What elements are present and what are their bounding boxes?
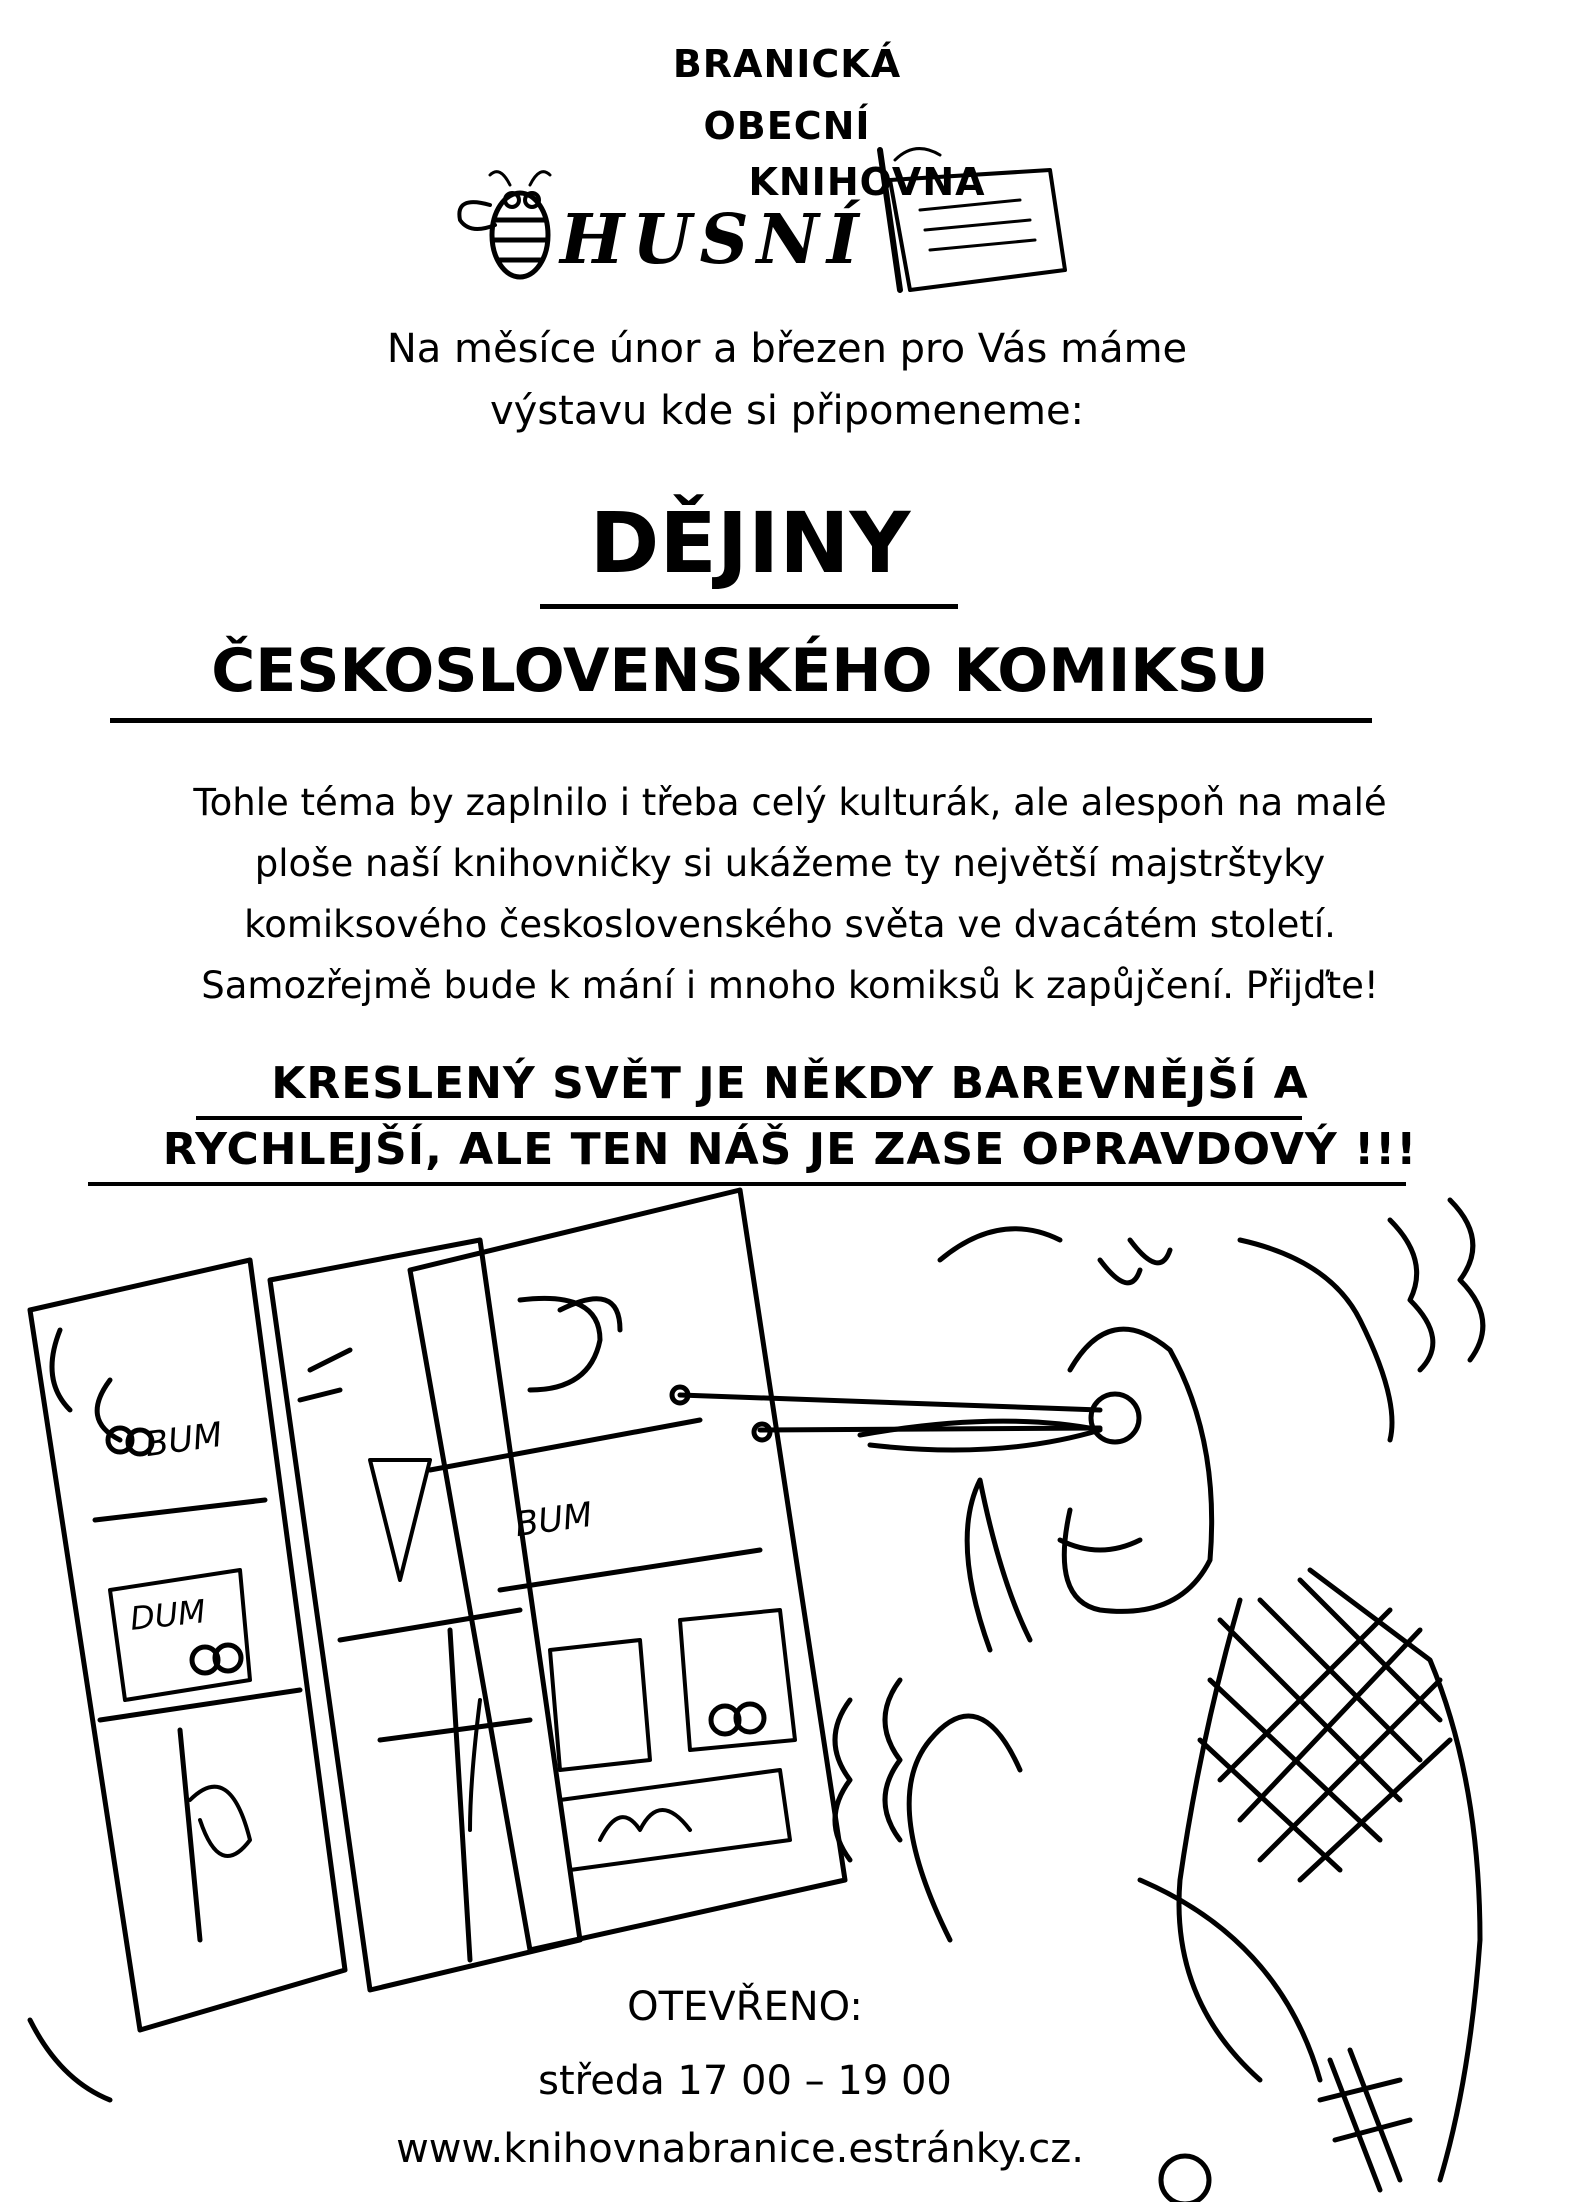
body-paragraph xyxy=(70,772,1510,1016)
intro-line-2: výstavu kde si připomeneme: xyxy=(489,388,1085,434)
logo-line-branicka: BRANICKÁ xyxy=(672,42,902,86)
body-line-3: komiksového československého světa ve dvacátém století. xyxy=(244,903,1336,946)
gaze-speed-lines xyxy=(672,1387,1100,1450)
slogan-line-1-underline xyxy=(196,1116,1302,1120)
headline-subtitle: ČESKOSLOVENSKÉHO KOMIKSU xyxy=(211,636,1269,706)
logo-handwritten-word: HUSNÍ xyxy=(560,200,867,280)
slogan-line-2: RYCHLEJŠÍ, ALE TEN NÁŠ JE ZASE OPRAVDOVÝ !!! xyxy=(162,1124,1418,1175)
comic-page-back xyxy=(30,1260,345,2030)
body-line-4: Samozřejmě bude k mání i mnoho komiksů k zapůjčení. Přijďte! xyxy=(201,964,1379,1007)
comic-sfx-1: BUM xyxy=(142,1414,225,1466)
headline-title-underline xyxy=(540,604,958,609)
headline-subtitle-underline xyxy=(110,718,1372,723)
headline-title: DĚJINY xyxy=(589,494,911,592)
intro-line-1: Na měsíce únor a březen pro Vás máme xyxy=(386,326,1188,372)
body-line-1: Tohle téma by zaplnilo i třeba celý kulturák, ale alespoň na malé xyxy=(193,781,1387,824)
comic-illustration xyxy=(0,1180,1574,2200)
book-pages-logo-icon xyxy=(880,140,1080,300)
comic-page-front xyxy=(410,1190,845,1950)
website-link[interactable]: www.knihovnabranice.estránky.cz. xyxy=(396,2126,1084,2172)
comic-sfx-2: DUM xyxy=(128,1592,208,1638)
logo-line-knihovna: KNIHOVNA xyxy=(748,160,986,204)
comic-sfx-3: BUM xyxy=(512,1494,595,1546)
body-line-2: ploše naší knihovničky si ukážeme ty největší majstrštyky xyxy=(254,842,1326,885)
slogan-line-1: KRESLENÝ SVĚT JE NĚKDY BAREVNĚJŠÍ A xyxy=(271,1058,1309,1109)
bee-logo-icon xyxy=(450,175,570,295)
open-label: OTEVŘENO: xyxy=(627,1984,863,2030)
opening-hours: středa 17 00 – 19 00 xyxy=(538,2058,952,2104)
logo-line-obecni: OBECNÍ xyxy=(703,104,871,148)
